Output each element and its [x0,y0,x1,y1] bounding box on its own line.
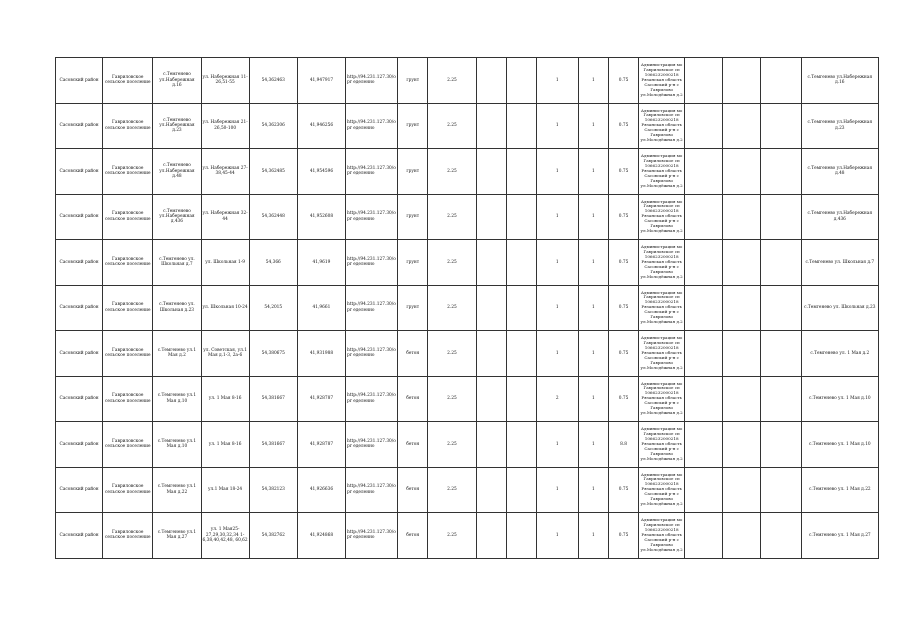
district-cell: Сасовский район [56,422,103,468]
owner-cell: Администрация мо Гавриловское сп 1066232000218 Рязанская область Сасовский р-н с Гаврилово ул.Молодёжная д.2 [639,285,685,331]
district-cell: Сасовский район [56,513,103,559]
table-row [56,194,879,240]
street-cell: ул. 1 Мая25-27,29,30,32,34 1-6,38,40,42,48, 60,62 [201,513,249,559]
longitude-cell: 41,9619 [297,240,345,286]
owner-cell: Администрация мо Гавриловское сп 1066232000218 Рязанская область Сасовский р-н с Гаврилово ул.Молодёжная д.2 [639,422,685,468]
area-cell: 2.25 [428,331,476,377]
surface-cell: грунт [398,240,428,286]
link-cell: http://94.231.127.30/opr eделенно [346,149,398,195]
empty-cell [685,103,723,149]
empty-cell [476,58,506,104]
container-count2-cell: 1 [578,285,608,331]
district-cell: Сасовский район [56,58,103,104]
street-cell: ул. Набережная 32-44 [201,194,249,240]
table-row [56,240,879,286]
empty-cell [761,285,801,331]
empty-cell [723,285,761,331]
container-count-cell: 1 [536,149,578,195]
container-count2-cell: 1 [578,513,608,559]
locality-cell: с.Темгенево ул.1 Мая д.10 [153,376,201,422]
waste-source-cell: с.Темгенево ул. Школьная д.23 [801,285,878,331]
container-count-cell: 1 [536,240,578,286]
volume-cell: 0.75 [608,240,638,286]
registry-body [56,58,879,559]
container-count-cell: 1 [536,331,578,377]
locality-cell: с.Темгенево ул.1 Мая д.22 [153,467,201,513]
street-cell: ул. Школьная 10-24 [201,285,249,331]
empty-cell [476,513,506,559]
district-cell: Сасовский район [56,376,103,422]
locality-cell: с.Темгенево ул.1 Мая д.2 [153,331,201,377]
empty-cell [723,240,761,286]
district-cell: Сасовский район [56,103,103,149]
volume-cell: 0.75 [608,376,638,422]
empty-cell [723,422,761,468]
latitude-cell: 54,382762 [249,513,297,559]
surface-cell: бетон [398,422,428,468]
street-cell: ул. Советская, ул.1 Мая д.1-3, 2а-6 [201,331,249,377]
link-cell: http://94.231.127.30/opr eделенно [346,513,398,559]
longitude-cell: 41,924868 [297,513,345,559]
locality-cell: с.Темгенево ул.Набережная д.16 [153,58,201,104]
empty-cell [476,194,506,240]
link-cell: http://94.231.127.30/opr eделенно [346,240,398,286]
surface-cell: грунт [398,149,428,195]
volume-cell: 8.8 [608,422,638,468]
empty-cell [685,194,723,240]
container-count2-cell: 1 [578,194,608,240]
area-cell: 2.25 [428,149,476,195]
latitude-cell: 54,362448 [249,194,297,240]
empty-cell [506,331,536,377]
locality-cell: с.Темгенево ул. Школьная д.7 [153,240,201,286]
container-count-cell: 1 [536,422,578,468]
empty-cell [476,285,506,331]
street-cell: ул. Набережная 21-26,50-100 [201,103,249,149]
link-cell: http://94.231.127.30/opr eделенно [346,58,398,104]
table-row [56,58,879,104]
settlement-cell: Гавриловское сельское поселение [103,331,153,377]
longitude-cell: 41,928787 [297,376,345,422]
area-cell: 2.25 [428,194,476,240]
empty-cell [723,467,761,513]
longitude-cell: 41,952608 [297,194,345,240]
locality-cell: с.Темгенево ул.Набережная д.23 [153,103,201,149]
latitude-cell: 54,366 [249,240,297,286]
empty-cell [685,240,723,286]
owner-cell: Администрация мо Гавриловское сп 1066232000218 Рязанская область Сасовский р-н с Гаврилово ул.Молодёжная д.2 [639,376,685,422]
owner-cell: Администрация мо Гавриловское сп 1066232000218 Рязанская область Сасовский р-н с Гаврилово ул.Молодёжная д.2 [639,513,685,559]
owner-cell: Администрация мо Гавриловское сп 1066232000218 Рязанская область Сасовский р-н с Гаврилово ул.Молодёжная д.2 [639,58,685,104]
area-cell: 2.25 [428,58,476,104]
settlement-cell: Гавриловское сельское поселение [103,467,153,513]
waste-source-cell: с.Темгенево ул.Набережная д.436 [801,194,878,240]
longitude-cell: 41,928787 [297,422,345,468]
empty-cell [723,103,761,149]
container-count-cell: 1 [536,194,578,240]
district-cell: Сасовский район [56,149,103,195]
surface-cell: бетон [398,513,428,559]
container-count-cell: 1 [536,103,578,149]
street-cell: ул. Набережная 11-26,51-55 [201,58,249,104]
settlement-cell: Гавриловское сельское поселение [103,240,153,286]
volume-cell: 0.75 [608,467,638,513]
owner-cell: Администрация мо Гавриловское сп 1066232000218 Рязанская область Сасовский р-н с Гаврилово ул.Молодёжная д.2 [639,331,685,377]
area-cell: 2.25 [428,103,476,149]
container-count2-cell: 1 [578,58,608,104]
empty-cell [761,513,801,559]
district-cell: Сасовский район [56,467,103,513]
empty-cell [685,376,723,422]
table-row [56,285,879,331]
container-count2-cell: 1 [578,422,608,468]
empty-cell [761,103,801,149]
container-count-cell: 1 [536,513,578,559]
empty-cell [761,467,801,513]
container-count2-cell: 1 [578,103,608,149]
empty-cell [685,58,723,104]
settlement-cell: Гавриловское сельское поселение [103,149,153,195]
surface-cell: бетон [398,331,428,377]
waste-site-registry-table [55,57,879,559]
empty-cell [723,194,761,240]
link-cell: http://94.231.127.30/opr eделенно [346,376,398,422]
empty-cell [506,513,536,559]
surface-cell: грунт [398,103,428,149]
district-cell: Сасовский район [56,285,103,331]
link-cell: http://94.231.127.30/opr eделенно [346,285,398,331]
empty-cell [685,513,723,559]
volume-cell: 0.75 [608,513,638,559]
surface-cell: бетон [398,467,428,513]
locality-cell: с.Темгенево ул.1 Мая д.27 [153,513,201,559]
empty-cell [761,194,801,240]
empty-cell [685,467,723,513]
volume-cell: 0.75 [608,58,638,104]
district-cell: Сасовский район [56,331,103,377]
latitude-cell: 54,382123 [249,467,297,513]
empty-cell [506,376,536,422]
latitude-cell: 54,381667 [249,376,297,422]
empty-cell [506,240,536,286]
container-count2-cell: 1 [578,467,608,513]
longitude-cell: 41,946256 [297,103,345,149]
table-row [56,467,879,513]
table-row [56,149,879,195]
latitude-cell: 54,362463 [249,58,297,104]
settlement-cell: Гавриловское сельское поселение [103,194,153,240]
empty-cell [685,285,723,331]
surface-cell: бетон [398,376,428,422]
container-count-cell: 1 [536,467,578,513]
latitude-cell: 54,362306 [249,103,297,149]
empty-cell [761,331,801,377]
empty-cell [476,149,506,195]
latitude-cell: 54,362485 [249,149,297,195]
owner-cell: Администрация мо Гавриловское сп 1066232000218 Рязанская область Сасовский р-н с Гаврилово ул.Молодёжная д.2 [639,240,685,286]
waste-source-cell: с.Темгенево ул. 1 Мая д.27 [801,513,878,559]
empty-cell [761,149,801,195]
empty-cell [506,103,536,149]
empty-cell [723,513,761,559]
street-cell: ул. 1 Мая 8-16 [201,422,249,468]
settlement-cell: Гавриловское сельское поселение [103,376,153,422]
table-row [56,103,879,149]
volume-cell: 0.75 [608,285,638,331]
link-cell: http://94.231.127.30/opr eделенно [346,331,398,377]
waste-source-cell: с.Темгенево ул.Набережная д.48 [801,149,878,195]
empty-cell [685,331,723,377]
empty-cell [761,376,801,422]
table-row [56,331,879,377]
owner-cell: Администрация мо Гавриловское сп 1066232000218 Рязанская область Сасовский р-н с Гаврилово ул.Молодёжная д.2 [639,103,685,149]
district-cell: Сасовский район [56,194,103,240]
street-cell: ул. Школьная 1-9 [201,240,249,286]
container-count-cell: 2 [536,376,578,422]
link-cell: http://94.231.127.30/opr eделенно [346,194,398,240]
container-count-cell: 1 [536,285,578,331]
empty-cell [476,331,506,377]
empty-cell [476,240,506,286]
surface-cell: грунт [398,285,428,331]
street-cell: ул. 1 Мая 8-16 [201,376,249,422]
link-cell: http://94.231.127.30/opr eделенно [346,422,398,468]
owner-cell: Администрация мо Гавриловское сп 1066232000218 Рязанская область Сасовский р-н с Гаврилово ул.Молодёжная д.2 [639,194,685,240]
empty-cell [761,422,801,468]
locality-cell: с.Темгенево ул.1 Мая д.10 [153,422,201,468]
locality-cell: с.Темгенево ул.Набережная д.436 [153,194,201,240]
longitude-cell: 41,947917 [297,58,345,104]
container-count2-cell: 1 [578,331,608,377]
link-cell: http://94.231.127.30/opr eделенно [346,467,398,513]
link-cell: http://94.231.127.30/opr eделенно [346,103,398,149]
table-row [56,513,879,559]
empty-cell [761,58,801,104]
empty-cell [506,467,536,513]
container-count2-cell: 1 [578,240,608,286]
surface-cell: грунт [398,58,428,104]
volume-cell: 0.75 [608,149,638,195]
empty-cell [506,194,536,240]
longitude-cell: 41,926636 [297,467,345,513]
latitude-cell: 54,2015 [249,285,297,331]
volume-cell: 0.75 [608,331,638,377]
volume-cell: 0.75 [608,103,638,149]
latitude-cell: 54,380675 [249,331,297,377]
empty-cell [723,149,761,195]
empty-cell [476,467,506,513]
empty-cell [476,422,506,468]
waste-source-cell: с.Темгенево ул.Набережная д.16 [801,58,878,104]
area-cell: 2.25 [428,513,476,559]
container-count2-cell: 1 [578,149,608,195]
area-cell: 2.25 [428,376,476,422]
area-cell: 2.25 [428,240,476,286]
table-row [56,376,879,422]
waste-source-cell: с.Темгенево ул. 1 Мая д.10 [801,422,878,468]
longitude-cell: 41,9661 [297,285,345,331]
empty-cell [506,422,536,468]
settlement-cell: Гавриловское сельское поселение [103,513,153,559]
empty-cell [476,103,506,149]
empty-cell [761,240,801,286]
district-cell: Сасовский район [56,240,103,286]
empty-cell [723,58,761,104]
container-count-cell: 1 [536,58,578,104]
street-cell: ул.1 Мая 18-24 [201,467,249,513]
empty-cell [685,422,723,468]
empty-cell [476,376,506,422]
waste-source-cell: с.Темгенево ул. 1 Мая д.22 [801,467,878,513]
waste-source-cell: с.Темгенево ул. 1 Мая д.2 [801,331,878,377]
empty-cell [723,376,761,422]
table-row [56,422,879,468]
surface-cell: грунт [398,194,428,240]
longitude-cell: 41,954596 [297,149,345,195]
locality-cell: с.Темгенево ул. Школьная д.23 [153,285,201,331]
empty-cell [506,285,536,331]
owner-cell: Администрация мо Гавриловское сп 1066232000218 Рязанская область Сасовский р-н с Гаврилово ул.Молодёжная д.2 [639,149,685,195]
owner-cell: Администрация мо Гавриловское сп 1066232000218 Рязанская область Сасовский р-н с Гаврилово ул.Молодёжная д.2 [639,467,685,513]
area-cell: 2.25 [428,422,476,468]
empty-cell [685,149,723,195]
waste-source-cell: с.Темгенево ул. Школьная д.7 [801,240,878,286]
volume-cell: 0.75 [608,194,638,240]
empty-cell [723,331,761,377]
area-cell: 2.25 [428,285,476,331]
locality-cell: с.Темгенево ул.Набережная д.48 [153,149,201,195]
street-cell: ул. Набережная 27-38,45-44 [201,149,249,195]
longitude-cell: 41,931988 [297,331,345,377]
container-count2-cell: 1 [578,376,608,422]
area-cell: 2.25 [428,467,476,513]
empty-cell [506,149,536,195]
waste-source-cell: с.Темгенево ул.Набережная д.23 [801,103,878,149]
latitude-cell: 54,381667 [249,422,297,468]
waste-source-cell: с.Темгенево ул. 1 Мая д.10 [801,376,878,422]
settlement-cell: Гавриловское сельское поселение [103,103,153,149]
settlement-cell: Гавриловское сельское поселение [103,58,153,104]
empty-cell [506,58,536,104]
settlement-cell: Гавриловское сельское поселение [103,285,153,331]
settlement-cell: Гавриловское сельское поселение [103,422,153,468]
